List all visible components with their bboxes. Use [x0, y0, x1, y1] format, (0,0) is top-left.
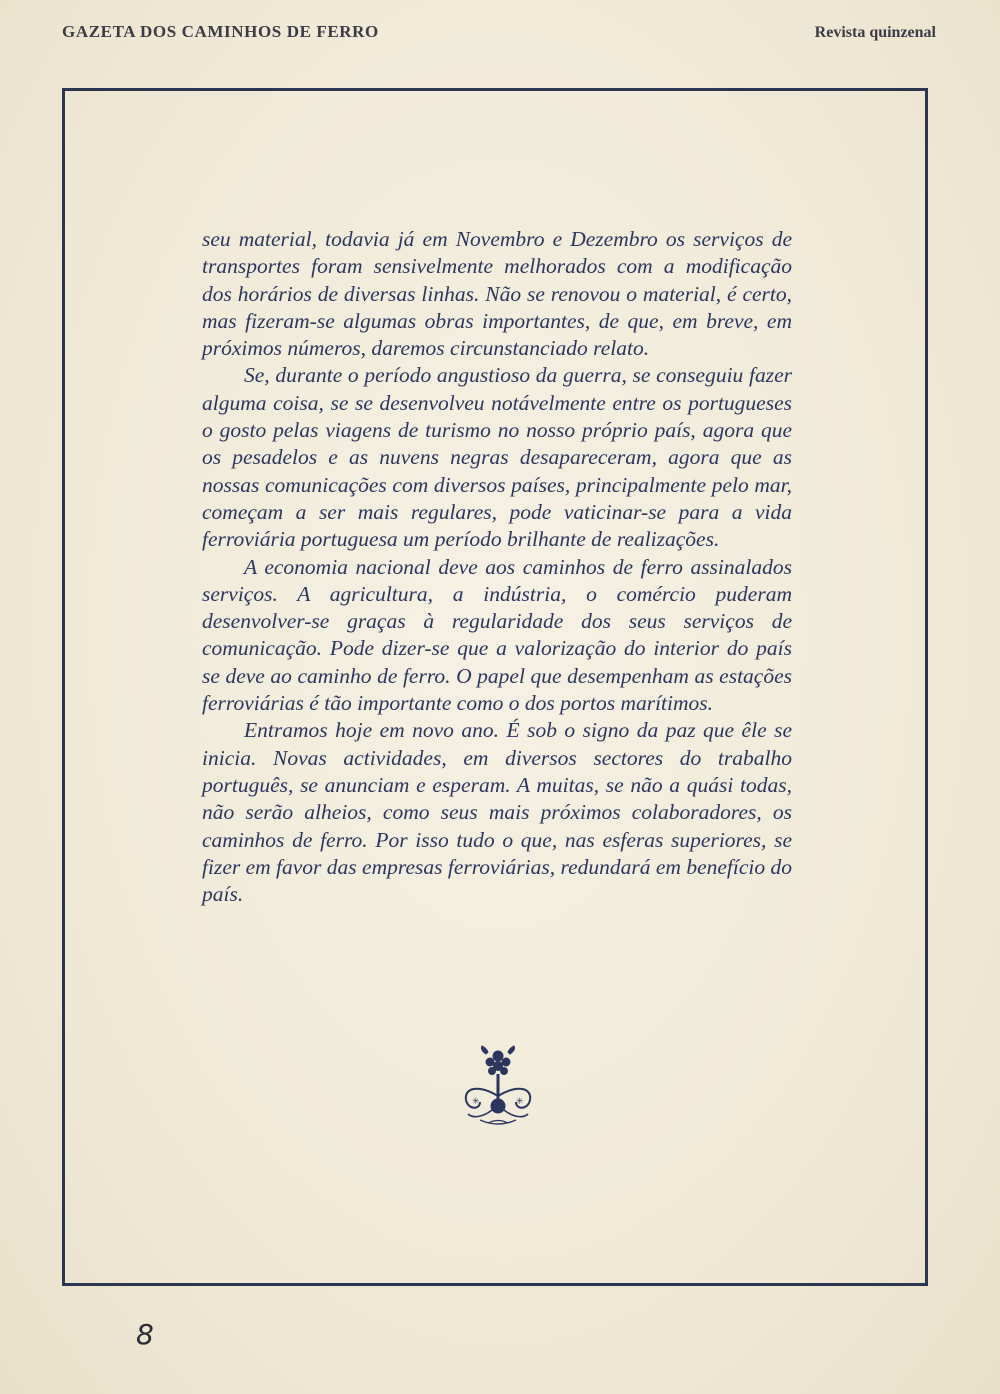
journal-subtitle: Revista quinzenal	[814, 24, 936, 41]
floral-vignette-icon	[458, 1044, 538, 1126]
page-number: 8	[136, 1318, 154, 1351]
article-paragraph-2: Se, durante o período angustioso da guerra, se conseguiu fazer alguma coisa, se se desenvolveu notávelmente entre os portugueses o gosto pelas viagens de turismo no nosso próprio país, agora que os pesadelos e as nuvens negras desapareceram, agora que as nossas comunicações com diversos países, principalmente pelo mar, começam a ser mais regulares, pode vaticinar-se para a vida ferroviária portuguesa um período brilhante de realizações.	[202, 363, 792, 552]
journal-title: GAZETA DOS CAMINHOS DE FERRO	[62, 22, 379, 41]
article-paragraph-3: A economia nacional deve aos caminhos de ferro assinalados serviços. A agricultura, a indústria, o comércio puderam desenvolver-se graças à regularidade dos seus serviços de comunicação. Pode dizer-se que a valorização do interior do país se deve ao caminho de ferro. O papel que desempenham as estações ferroviárias é tão importante como o dos portos marítimos.	[202, 554, 792, 716]
article-body	[202, 226, 792, 908]
svg-text:✳: ✳	[472, 1097, 480, 1107]
article-paragraph-4: Entramos hoje em novo ano. É sob o signo da paz que êle se inicia. Novas actividades, em diversos sectores do trabalho português, se anunciam e esperam. A muitas, se não a quási todas, não serão alheios, como seus mais próximos colaboradores, os caminhos de ferro. Por isso tudo o que, nas esferas superiores, se fizer em favor das empresas ferroviárias, redundará em benefício do país.	[202, 718, 792, 907]
article-paragraph-1: seu material, todavia já em Novembro e Dezembro os serviços de transportes foram sensivelmente melhorados com a modificação dos horários de diversas linhas. Não se renovou o material, é certo, mas fizeram-se algumas obras importantes, de que, em breve, em próximos números, daremos circunstanciado relato.	[202, 227, 792, 361]
svg-text:✳: ✳	[516, 1097, 524, 1107]
